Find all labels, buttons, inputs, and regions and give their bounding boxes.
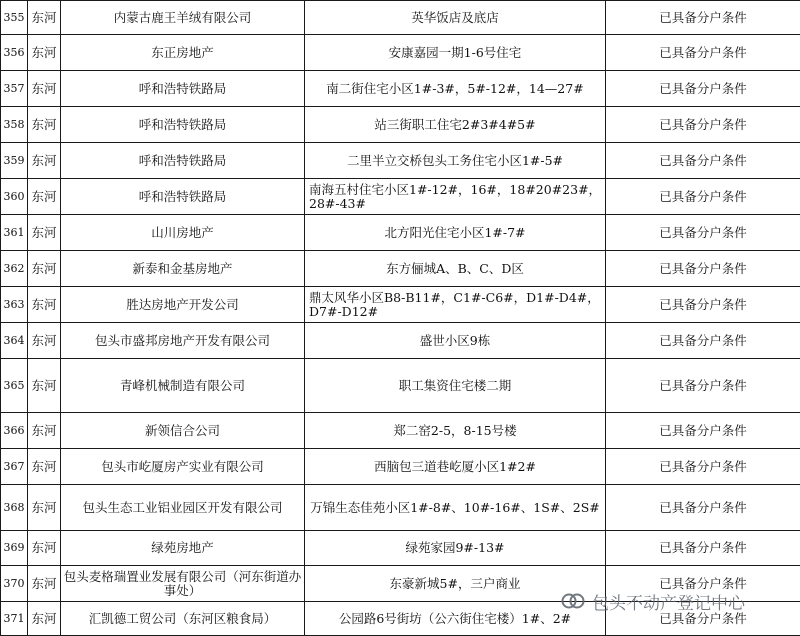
row-number: 369 [1, 531, 28, 566]
table-row [1, 1, 800, 35]
project-cell: 东方俪城A、B、C、D区 [305, 251, 606, 287]
row-number: 371 [1, 602, 28, 636]
status-cell: 已具备分户条件 [606, 143, 800, 179]
status-cell: 已具备分户条件 [606, 531, 800, 566]
status-cell: 已具备分户条件 [606, 602, 800, 636]
project-cell: 西脑包三道巷屹厦小区1#2# [305, 449, 606, 485]
district-cell: 东河 [28, 531, 61, 566]
project-cell: 绿苑家园9#-13# [305, 531, 606, 566]
table-row [1, 251, 800, 287]
district-cell: 东河 [28, 323, 61, 359]
project-cell: 公园路6号街坊（公六街住宅楼）1#、2# [305, 602, 606, 636]
district-cell: 东河 [28, 179, 61, 215]
project-cell: 郑二窑2-5，8-15号楼 [305, 413, 606, 449]
row-number: 360 [1, 179, 28, 215]
row-number: 355 [1, 1, 28, 35]
watermark-text: 包头不动产登记中心 [592, 589, 745, 614]
row-number: 365 [1, 359, 28, 413]
project-cell: 盛世小区9栋 [305, 323, 606, 359]
district-cell: 东河 [28, 449, 61, 485]
table-row [1, 359, 800, 413]
row-number: 370 [1, 566, 28, 602]
district-cell: 东河 [28, 602, 61, 636]
row-number: 367 [1, 449, 28, 485]
row-number: 357 [1, 71, 28, 107]
district-cell: 东河 [28, 287, 61, 323]
table-row [1, 485, 800, 531]
project-cell: 二里半立交桥包头工务住宅小区1#-5# [305, 143, 606, 179]
project-cell: 南二街住宅小区1#-3#，5#-12#，14—27# [305, 71, 606, 107]
unit-cell: 东正房地产 [61, 35, 305, 71]
status-cell: 已具备分户条件 [606, 107, 800, 143]
table-row [1, 602, 800, 636]
project-cell: 南海五村住宅小区1#-12#，16#，18#20#23#，28#-43# [305, 179, 606, 215]
district-cell: 东河 [28, 71, 61, 107]
row-number: 361 [1, 215, 28, 251]
row-number: 358 [1, 107, 28, 143]
project-cell: 英华饭店及底店 [305, 1, 606, 35]
unit-cell: 包头麦格瑞置业发展有限公司（河东街道办事处） [61, 566, 305, 602]
unit-cell: 呼和浩特铁路局 [61, 71, 305, 107]
status-cell: 已具备分户条件 [606, 323, 800, 359]
unit-cell: 汇凯德工贸公司（东河区粮食局） [61, 602, 305, 636]
status-cell: 已具备分户条件 [606, 251, 800, 287]
table-row [1, 323, 800, 359]
district-cell: 东河 [28, 107, 61, 143]
status-cell: 已具备分户条件 [606, 359, 800, 413]
district-cell: 东河 [28, 35, 61, 71]
project-cell: 职工集资住宅楼二期 [305, 359, 606, 413]
project-cell: 安康嘉园一期1-6号住宅 [305, 35, 606, 71]
table-body [1, 1, 800, 636]
status-cell: 已具备分户条件 [606, 35, 800, 71]
unit-cell: 青峰机械制造有限公司 [61, 359, 305, 413]
project-cell: 北方阳光住宅小区1#-7# [305, 215, 606, 251]
table-row [1, 287, 800, 323]
table-row [1, 71, 800, 107]
district-cell: 东河 [28, 143, 61, 179]
status-cell: 已具备分户条件 [606, 71, 800, 107]
unit-cell: 呼和浩特铁路局 [61, 179, 305, 215]
table-row [1, 449, 800, 485]
unit-cell: 新领信合公司 [61, 413, 305, 449]
status-cell: 已具备分户条件 [606, 413, 800, 449]
table-row [1, 413, 800, 449]
table-row [1, 35, 800, 71]
district-cell: 东河 [28, 359, 61, 413]
status-cell: 已具备分户条件 [606, 485, 800, 531]
table-row [1, 179, 800, 215]
unit-cell: 呼和浩特铁路局 [61, 107, 305, 143]
district-cell: 东河 [28, 251, 61, 287]
row-number: 359 [1, 143, 28, 179]
row-number: 368 [1, 485, 28, 531]
status-cell: 已具备分户条件 [606, 215, 800, 251]
district-cell: 东河 [28, 413, 61, 449]
unit-cell: 胜达房地产开发公司 [61, 287, 305, 323]
table-row [1, 107, 800, 143]
unit-cell: 包头生态工业铝业园区开发有限公司 [61, 485, 305, 531]
table-row [1, 215, 800, 251]
district-cell: 东河 [28, 566, 61, 602]
row-number: 362 [1, 251, 28, 287]
row-number: 366 [1, 413, 28, 449]
district-cell: 东河 [28, 215, 61, 251]
project-cell: 站三街职工住宅2#3#4#5# [305, 107, 606, 143]
row-number: 363 [1, 287, 28, 323]
table-row [1, 531, 800, 566]
table-row [1, 566, 800, 602]
status-cell: 已具备分户条件 [606, 449, 800, 485]
unit-cell: 内蒙古鹿王羊绒有限公司 [61, 1, 305, 35]
district-cell: 东河 [28, 485, 61, 531]
project-cell: 鼎太风华小区B8-B11#，C1#-C6#，D1#-D4#，D7#-D12# [305, 287, 606, 323]
project-cell: 万锦生态佳苑小区1#-8#、10#-16#、1S#、2S# [305, 485, 606, 531]
unit-cell: 包头市盛邦房地产开发有限公司 [61, 323, 305, 359]
unit-cell: 包头市屹厦房产实业有限公司 [61, 449, 305, 485]
project-cell: 东豪新城5#，三户商业 [305, 566, 606, 602]
status-cell: 已具备分户条件 [606, 287, 800, 323]
row-number: 364 [1, 323, 28, 359]
status-cell: 已具备分户条件 [606, 179, 800, 215]
unit-cell: 新泰和金基房地产 [61, 251, 305, 287]
unit-cell: 山川房地产 [61, 215, 305, 251]
district-cell: 东河 [28, 1, 61, 35]
unit-cell: 呼和浩特铁路局 [61, 143, 305, 179]
status-cell: 已具备分户条件 [606, 566, 800, 602]
status-cell: 已具备分户条件 [606, 1, 800, 35]
table-row [1, 143, 800, 179]
row-number: 356 [1, 35, 28, 71]
unit-cell: 绿苑房地产 [61, 531, 305, 566]
